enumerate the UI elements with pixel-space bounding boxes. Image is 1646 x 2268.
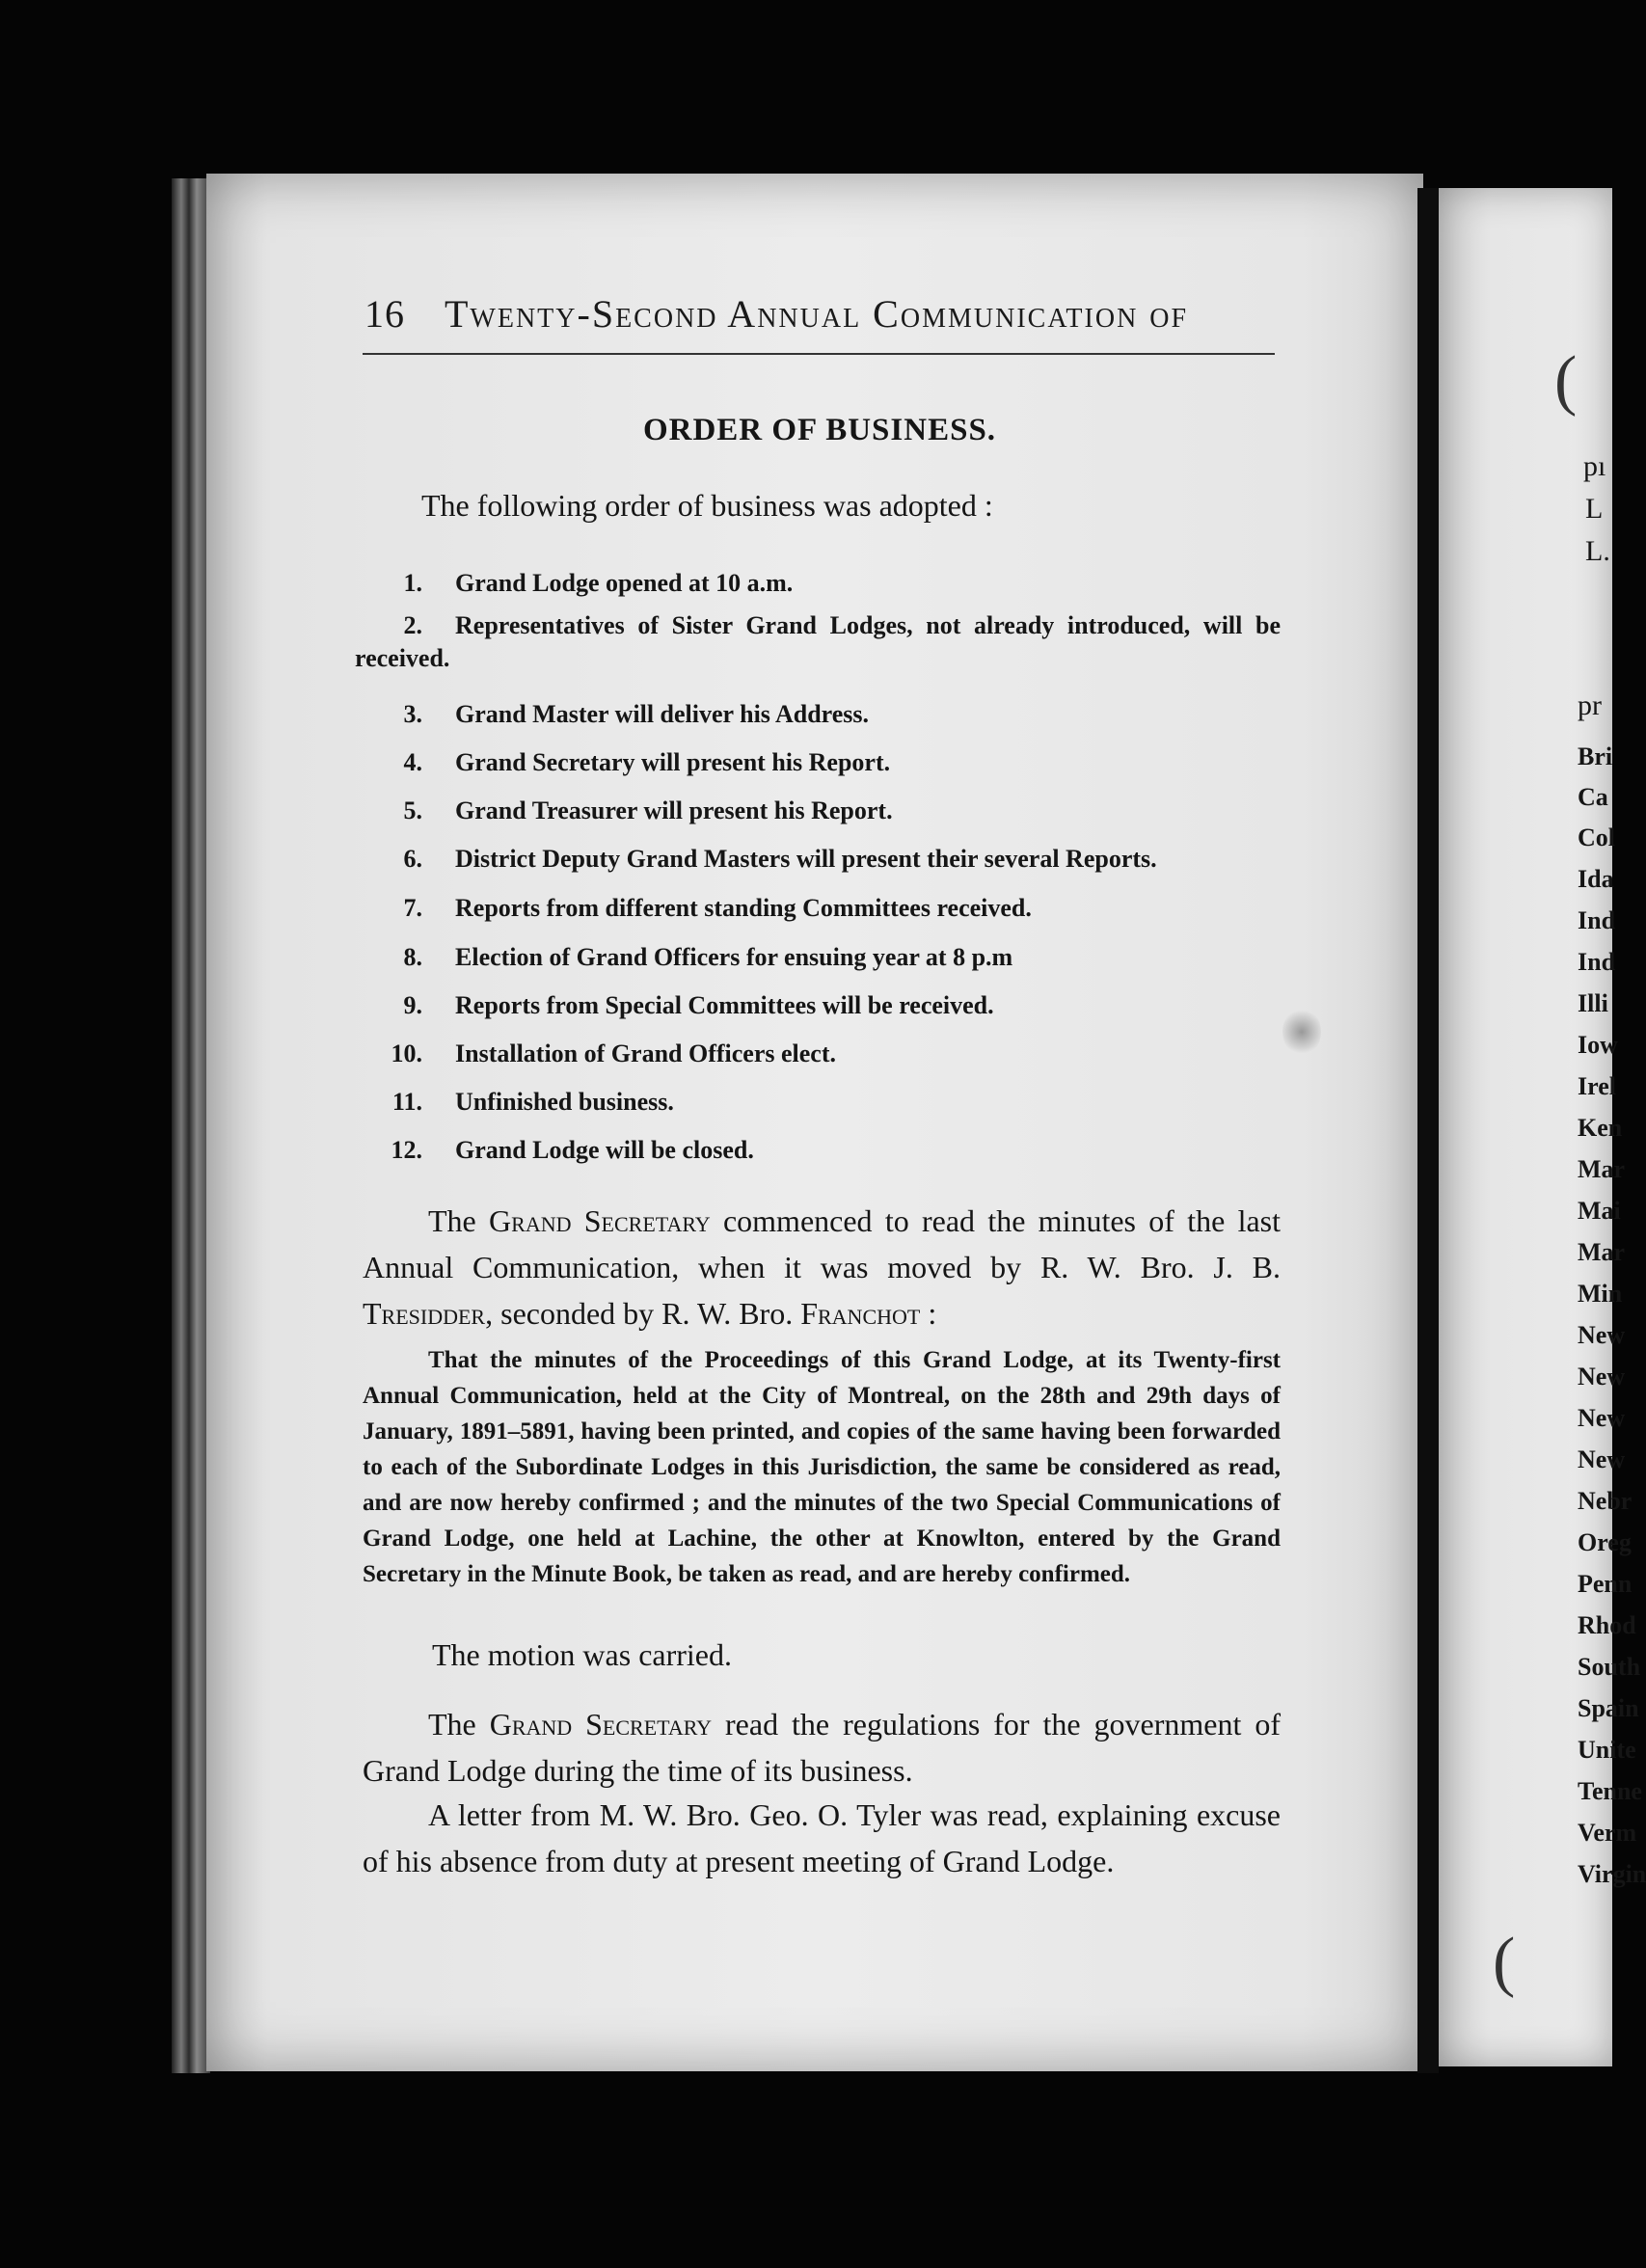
agenda-text: Representatives of Sister Grand Lodges, not already introduced, will be received. [355,611,1281,672]
running-title: Twenty-Second Annual Communication of [445,292,1189,336]
agenda-number: 6. [403,845,422,873]
text-run: commenced to read the minutes of the last Annual Communication, when it was moved by R. W. Bro. J. B. [363,1203,1282,1284]
right-list-item: Irel [1578,1072,1616,1100]
agenda-number: 12. [391,1136,422,1164]
right-list-item: Mar [1578,1155,1626,1183]
agenda-number: 1. [403,569,422,597]
text-run: The [428,1707,490,1742]
agenda-text: Grand Lodge opened at 10 a.m. [455,569,794,597]
regulations-paragraph [363,1701,1281,1794]
intro-text: The following order of business was adopted : [421,488,993,523]
right-list-item: Ken [1578,1114,1623,1142]
page-number: 16 [364,292,405,336]
right-list-item: Min [1578,1280,1623,1308]
right-list-item: Iow [1578,1031,1618,1059]
agenda-text: Grand Secretary will present his Report. [455,748,891,776]
right-list-item: New [1578,1321,1626,1349]
officer-name: Grand Secretary [489,1203,711,1238]
right-list-item: Ind [1578,906,1616,934]
agenda-text: Reports from Special Committees will be received. [455,991,994,1019]
right-list-item: New [1578,1363,1626,1390]
text-run: The [428,1203,490,1238]
agenda-number: 3. [403,700,422,728]
agenda-number: 8. [403,943,422,971]
right-fragment: pı [1583,450,1606,482]
agenda-number: 7. [403,894,422,922]
right-list-item: Ida [1578,865,1614,893]
right-list-item: Mar [1578,1238,1626,1266]
running-header [364,291,1188,337]
right-list-item: Spain [1578,1694,1639,1722]
motion-text: The motion was carried. [432,1637,732,1672]
ink-smudge [1282,1008,1321,1056]
right-list-item: Unite [1578,1736,1636,1764]
text-run: , seconded by R. W. Bro. [485,1296,801,1331]
agenda-text: Election of Grand Officers for ensuing year at 8 p.m [455,943,1013,971]
letter-paragraph: A letter from M. W. Bro. Geo. O. Tyler was read, explaining excuse of his absence from duty at present meeting of Grand Lodge. [363,1797,1281,1878]
bracket-mark: ( [1493,1925,1516,1999]
minutes-paragraph [363,1198,1281,1336]
officer-name: Grand Secretary [489,1707,713,1742]
right-list-item: Bri [1578,742,1613,770]
agenda-number: 10. [391,1040,422,1067]
right-list-item: Col [1578,824,1615,851]
person-name: Franchot [800,1296,921,1331]
right-list-item: Penn [1578,1570,1633,1598]
right-fragment: L. [1585,535,1610,567]
agenda-text: Grand Treasurer will present his Report. [455,796,893,824]
resolution-text: That the minutes of the Proceedings of this Grand Lodge, at its Twenty-first Annual Communication, held at the City of Montreal, on the 28th and 29th days of January, 1891–5891, having been printed, and copies of the same having been forwarded to each of the Subordinate Lodges in this Jurisdiction, the same be considered as read, and are now hereby confirmed ; and the minutes of the two Special Communications of Grand Lodge, one held at Lachine, the other at Knowlton, entered by the Grand Secretary in the Minute Book, be taken as read, and are hereby confirmed. [363,1347,1281,1587]
right-list-item: Virgin [1578,1860,1646,1888]
right-list-item: New [1578,1404,1626,1432]
agenda-number: 9. [403,991,422,1019]
right-list-item: Illi [1578,989,1608,1017]
right-list-item: Ca [1578,783,1608,811]
text-run: : [920,1296,937,1331]
agenda-text: Grand Lodge will be closed. [455,1136,754,1164]
right-list-item: Verm [1578,1819,1637,1847]
agenda-number: 5. [403,796,422,824]
right-list-item: Tenne [1578,1777,1642,1805]
right-list-item: Nebr [1578,1487,1633,1515]
agenda-text: Reports from different standing Committees received. [455,894,1032,922]
right-list-item: Ind [1578,948,1616,976]
text-run: read the regulations for the government of Grand Lodge during the time of its business. [363,1707,1282,1788]
right-list-item: New [1578,1445,1626,1473]
agenda-number: 11. [391,1088,422,1116]
right-page [1439,188,1646,2066]
agenda-number: 2. [403,611,422,639]
book-spine-edge [172,178,210,2073]
right-list-item: Mai [1578,1197,1621,1225]
bracket-mark: ( [1554,343,1578,418]
agenda-number: 4. [403,748,422,776]
right-list-item: Rhod [1578,1611,1636,1639]
person-name: Tresidder [363,1296,486,1331]
agenda-text: District Deputy Grand Masters will present their several Reports. [455,845,1157,873]
agenda-text: Grand Master will deliver his Address. [455,700,870,728]
agenda-text: Unfinished business. [455,1088,674,1116]
header-rule [363,353,1275,355]
book-gutter [1417,188,1439,2073]
agenda-text: Installation of Grand Officers elect. [455,1040,836,1067]
right-fragment: L [1585,493,1604,525]
right-list-item: Oreg [1578,1528,1632,1556]
section-heading: ORDER OF BUSINESS. [642,413,997,447]
right-list-item: South [1578,1653,1641,1681]
right-list-item: pr [1578,689,1602,721]
